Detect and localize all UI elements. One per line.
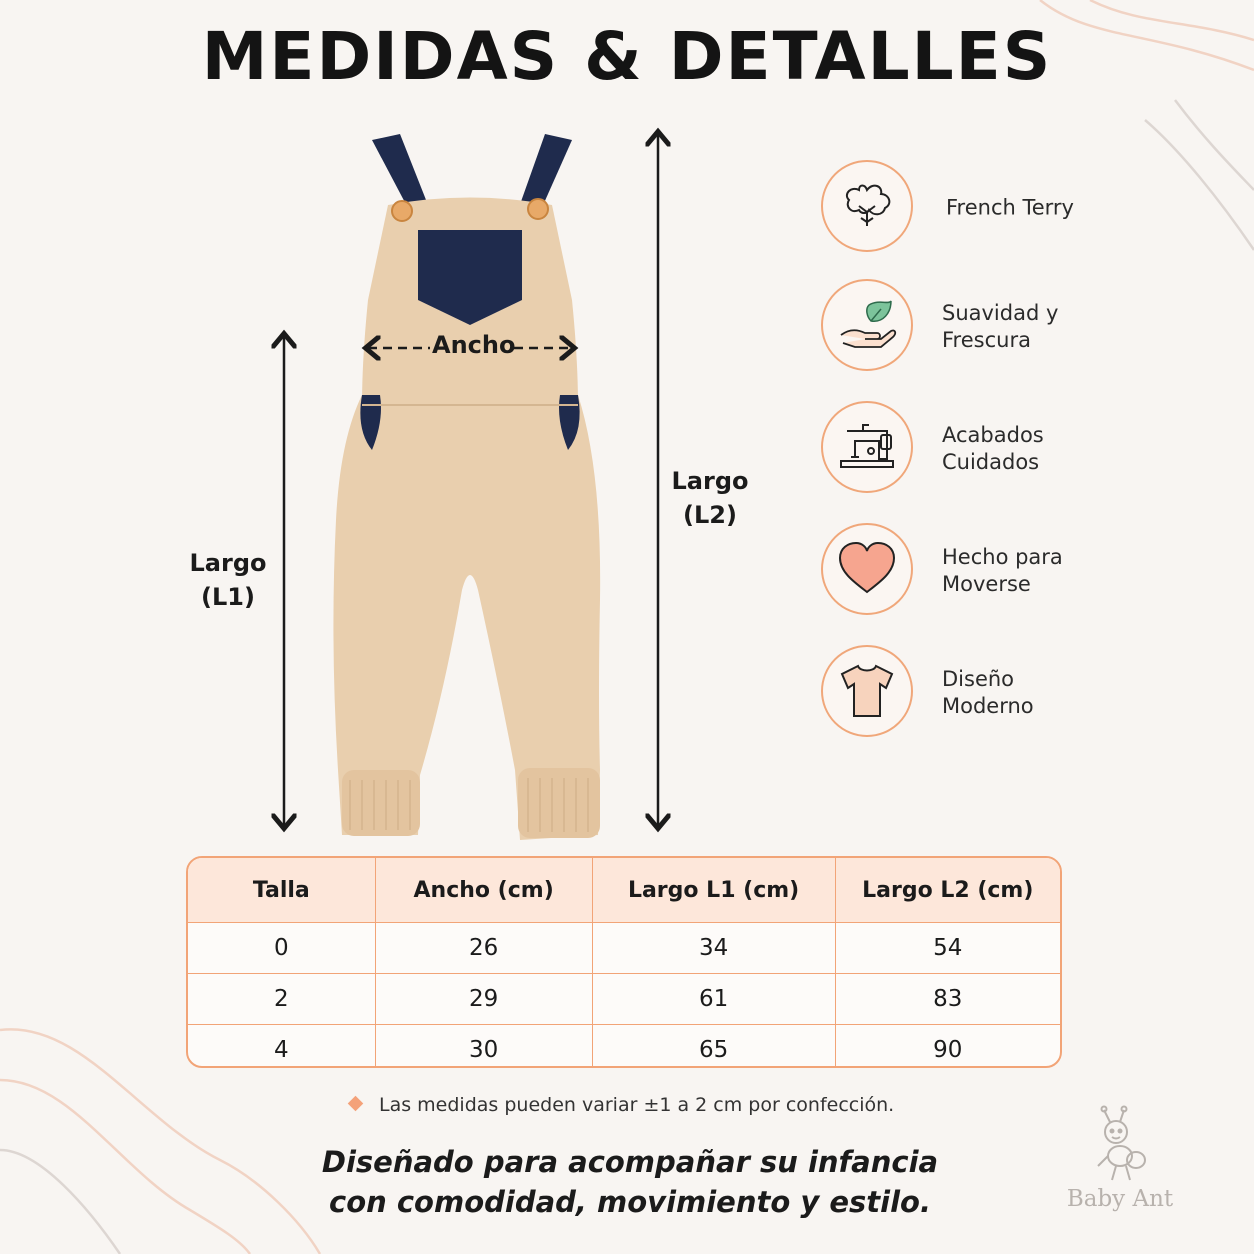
feature-label <box>942 300 1182 354</box>
feature-label-line1: Diseño <box>942 667 1015 691</box>
table-header-row <box>188 858 1060 923</box>
feature-suavidad <box>821 279 1221 375</box>
largo-l2-line2: (L2) <box>683 501 737 529</box>
feature-label-line2: Moderno <box>942 694 1034 718</box>
table-row <box>188 1025 1060 1069</box>
feature-diseno <box>821 645 1221 741</box>
table-cell: 2 <box>188 974 375 1025</box>
feature-acabados <box>821 401 1221 497</box>
feature-label-line1: French Terry <box>946 195 1074 220</box>
feature-label-line1: Acabados <box>942 423 1044 447</box>
feature-label-line1: Hecho para <box>942 545 1063 569</box>
largo-l2-line1: Largo <box>671 467 749 495</box>
feature-moverse <box>821 523 1221 619</box>
sewing-machine-icon <box>821 401 913 493</box>
table-cell: 30 <box>375 1025 592 1069</box>
feature-label <box>942 666 1182 720</box>
table-cell: 0 <box>188 923 375 974</box>
table-cell: 90 <box>933 1037 963 1063</box>
table-cell: 54 <box>835 923 1060 974</box>
table-cell: 65 <box>592 1025 835 1069</box>
feature-label <box>942 422 1182 476</box>
hand-leaf-icon <box>821 279 913 371</box>
largo-l1-line1: Largo <box>189 549 267 577</box>
table-cell: 61 <box>592 974 835 1025</box>
tagline-line2: con comodidad, movimiento y estilo. <box>329 1185 931 1219</box>
measurement-note <box>350 1094 894 1116</box>
table-header-cell: Ancho (cm) <box>375 858 592 923</box>
table-cell: 83 <box>835 974 1060 1025</box>
ancho-label: Ancho <box>432 331 516 359</box>
diamond-bullet-icon <box>348 1096 364 1112</box>
feature-label-line2: Cuidados <box>942 450 1040 474</box>
table-cell: 4 <box>188 1025 375 1069</box>
cotton-icon <box>821 160 913 252</box>
feature-french-terry <box>821 160 1221 256</box>
ant-logo-icon <box>1092 1104 1152 1186</box>
table-header-cell: Largo L2 (cm) <box>835 858 1060 923</box>
feature-label-line2: Frescura <box>942 328 1031 352</box>
feature-label-line2: Moverse <box>942 572 1031 596</box>
page-title: MEDIDAS & DETALLES <box>201 18 1053 95</box>
brand-name: Baby Ant <box>1066 1186 1174 1212</box>
size-table <box>186 856 1062 1068</box>
table-header-cell: Largo L1 (cm) <box>592 858 835 923</box>
table-cell: 34 <box>592 923 835 974</box>
tagline-line1: Diseñado para acompañar su infancia <box>321 1145 939 1179</box>
tshirt-icon <box>821 645 913 737</box>
table-row <box>188 923 1060 974</box>
largo-l1-line2: (L1) <box>201 583 255 611</box>
feature-label-line1: Suavidad y <box>942 301 1059 325</box>
table-cell: 29 <box>375 974 592 1025</box>
table-row <box>188 974 1060 1025</box>
largo-l2-label <box>660 464 760 532</box>
feature-label <box>942 195 1182 222</box>
feature-label <box>942 544 1182 598</box>
note-text: Las medidas pueden variar ±1 a 2 cm por confección. <box>379 1094 895 1116</box>
table-cell: 26 <box>375 923 592 974</box>
table-header-cell: Talla <box>188 858 375 923</box>
heart-icon <box>821 523 913 615</box>
largo-l1-label <box>178 546 278 614</box>
